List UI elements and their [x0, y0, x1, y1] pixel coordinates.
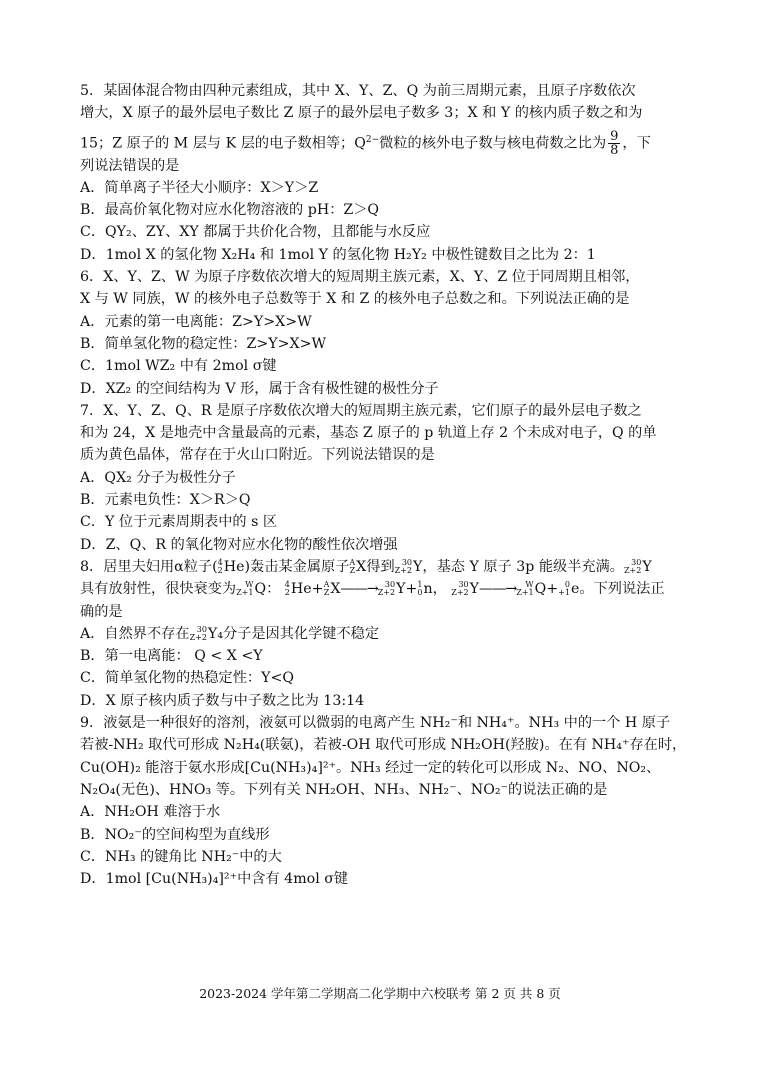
q9-option-b: B．NO₂⁻的空间构型为直线形	[80, 826, 270, 843]
q7-option-b: B．元素电负性：X＞R＞Q	[80, 492, 251, 509]
nuclide-y4: 30 Z+2 Y₄	[189, 624, 223, 642]
question-9	[80, 712, 690, 890]
q9-option-a: A．NH₂OH 难溶于水	[80, 804, 221, 821]
q8-option-d: D．X 原子核内质子数与中子数之比为 13:14	[80, 692, 365, 709]
eq2-q: W Z+1 Q	[516, 580, 547, 598]
q5-stem-line-4: 列说法错误的是	[80, 157, 180, 174]
q7-option-c: C．Y 位于元素周期表中的 s 区	[80, 514, 278, 531]
q6-stem-line-1: 6．X、Y、Z、W 为原子序数依次增大的短周期主族元素，X、Y、Z 位于同周期且相邻，	[80, 269, 640, 286]
q5-option-c: C．QY₂、ZY、XY 都属于共价化合物，且都能与水反应	[80, 224, 431, 241]
question-7	[80, 400, 690, 556]
exam-page	[80, 80, 690, 890]
q8-option-b: B．第一电离能： Q < X <Y	[80, 648, 263, 665]
eq1-y: 30 Z+2 Y	[377, 580, 406, 598]
q6-stem-line-2: X 与 W 同族，W 的核外电子总数等于 X 和 Z 的核外电子总数之和。下列说法正确的是	[80, 291, 630, 308]
q6-option-b: B．简单氢化物的稳定性：Z>Y>X>W	[80, 335, 327, 352]
q5-stem-line-1: 5．某固体混合物由四种元素组成，其中 X、Y、Z、Q 为前三周期元素，且原子序数依次	[80, 83, 636, 99]
q8-stem-line-2: 具有放射性，很快衰变为 W Z+1 Q： 4 2 He+ A Z X——→ 30 Z+2 Y+ 1 0 n， 30 Z+2 Y——→ W Z+1 Q+ 0 +1 e。下列说法正	[80, 578, 690, 600]
q9-option-d: D．1mol [Cu(NH₃)₄]²⁺中含有 4mol σ键	[80, 871, 349, 888]
page-footer: 2023-2024 学年第二学期高二化学期中六校联考 第 2 页 共 8 页	[199, 986, 561, 1001]
q6-option-d: D．XZ₂ 的空间结构为 V 形，属于含有极性键的极性分子	[80, 380, 439, 397]
eq2-arrow: ——→	[479, 581, 517, 598]
q8-stem-line-1: 8．居里夫妇用α粒子( 4 2 He)轰击某金属原子 A Z X得到 30 Z+2 Y，基态 Y 原子 3p 能级半充满。 30 Z+2 Y	[80, 556, 690, 578]
q8-option-a: A．自然界不存在 30 Z+2 Y₄分子是因其化学键不稳定	[80, 623, 690, 645]
q7-stem-line-3: 质为黄色晶体，常存在于火山口附近。下列说法错误的是	[80, 447, 435, 464]
eq2-e: 0 +1 e	[558, 580, 580, 598]
eq1-n: 1 0 n	[417, 580, 433, 598]
eq1-arrow: ——→	[340, 581, 378, 598]
q5-option-d: D．1mol X 的氢化物 X₂H₄ 和 1mol Y 的氢化物 H₂Y₂ 中极性键数目之比为 2：1	[80, 246, 596, 263]
eq1-he: 4 2 He	[284, 580, 312, 598]
q9-stem-line-4: N₂O₄(无色)、HNO₃ 等。下列有关 NH₂OH、NH₃、NH₂⁻、NO₂⁻的说法正确的是	[80, 781, 608, 798]
eq2-y: 30 Z+2 Y	[451, 580, 480, 598]
nuclide-y-2: 30 Z+2 Y	[623, 557, 652, 575]
question-5	[80, 80, 690, 266]
q7-option-a: A．QX₂ 分子为极性分子	[80, 469, 236, 486]
q5-option-b: B．最高价氧化物对应水化物溶液的 pH：Z＞Q	[80, 202, 380, 219]
q9-stem-line-3: Cu(OH)₂ 能溶于氨水形成[Cu(NH₃)₄]²⁺。NH₃ 经过一定的转化可以形成 N₂、NO、NO₂、	[80, 759, 661, 776]
question-6	[80, 266, 690, 400]
q9-stem-line-1: 9．液氨是一种很好的溶剂，液氨可以微弱的电离产生 NH₂⁻和 NH₄⁺。NH₃ 中的一个 H 原子	[80, 715, 671, 732]
question-8	[80, 556, 690, 712]
q8-option-c: C．简单氢化物的热稳定性：Y<Q	[80, 670, 294, 687]
q5-option-a: A．简单离子半径大小顺序：X＞Y＞Z	[80, 179, 319, 196]
ratio-fraction: $\frac{9}{8}$	[610, 128, 619, 158]
q5-stem-line-2: 增大，X 原子的最外层电子数比 Z 原子的最外层电子数多 3；X 和 Y 的核内质子数之和为	[80, 105, 643, 122]
q8-stem-line-3: 确的是	[80, 603, 123, 620]
q7-stem-line-1: 7．X、Y、Z、Q、R 是原子序数依次增大的短周期主族元素，它们原子的最外层电子数之	[80, 402, 642, 419]
nuclide-y: 30 Z+2 Y	[394, 557, 423, 575]
q9-stem-line-2: 若被-NH₂ 取代可形成 N₂H₄(联氨)，若被-OH 取代可形成 NH₂OH(羟胺)。在有 NH₄⁺存在时，	[80, 737, 687, 754]
q5-stem-line-3: 15；Z 原子的 M 层与 K 层的电子数相等；$Q^{2-}$微粒的核外电子数与核电荷数之比为 $\frac{9}{8}$ ，下	[80, 128, 651, 158]
q7-stem-line-2: 和为 24，X 是地壳中含量最高的元素，基态 Z 原子的 p 轨道上存 2 个未成对电子，Q 的单	[80, 425, 657, 442]
nuclide-he: 4 2 He	[217, 557, 245, 575]
q9-option-c: C．NH₃ 的键角比 NH₂⁻中的大	[80, 848, 282, 865]
nuclide-q: W Z+1 Q	[236, 580, 267, 598]
q6-option-c: C．1mol WZ₂ 中有 2mol σ键	[80, 358, 277, 375]
eq1-x: A Z X	[323, 580, 341, 598]
nuclide-x: A Z X	[349, 557, 367, 575]
q7-option-d: D．Z、Q、R 的氧化物对应水化物的酸性依次增强	[80, 536, 398, 553]
q6-option-a: A．元素的第一电离能：Z>Y>X>W	[80, 313, 312, 330]
